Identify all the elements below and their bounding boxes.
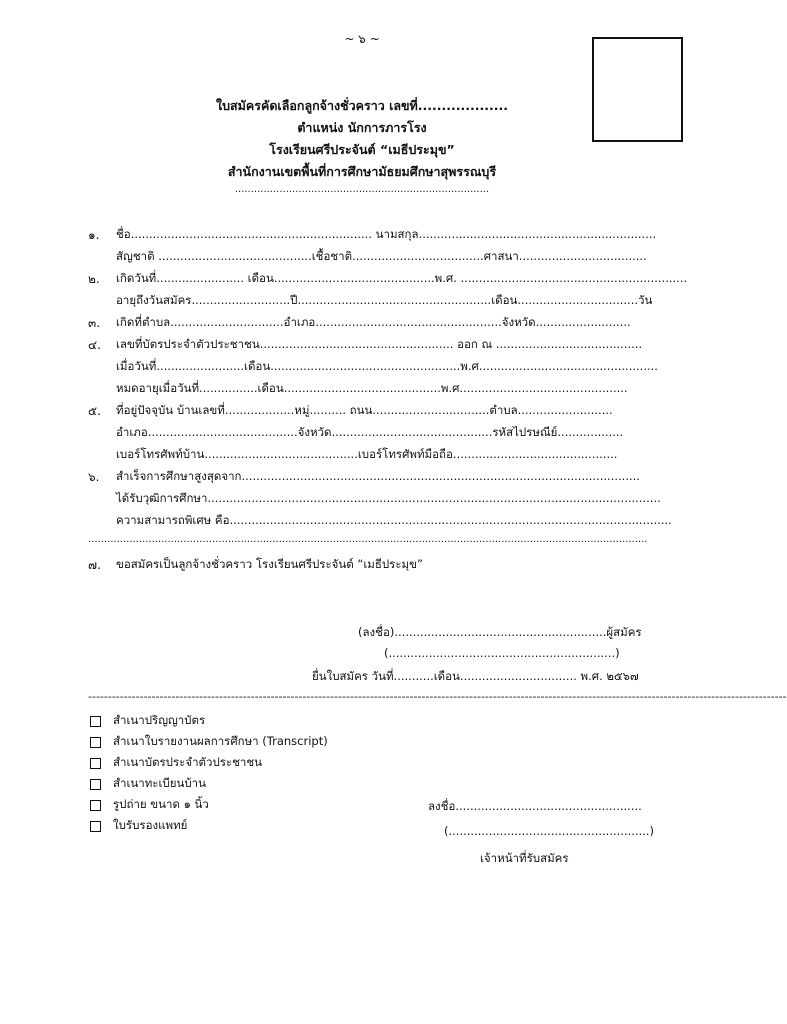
checkbox[interactable]	[90, 779, 101, 790]
birthplace-field[interactable]: เกิดที่ตำบล...............................อำเภอ...................................................จังหวัด..........................	[116, 315, 631, 329]
item-number-4: ๔.	[88, 338, 101, 352]
checklist-label: สำเนาใบรายงานผลการศึกษา (Transcript)	[113, 734, 328, 748]
checkbox[interactable]	[90, 758, 101, 769]
degree-field[interactable]: ได้รับวุฒิการศึกษา............................................................................................................................	[116, 491, 661, 505]
checkbox[interactable]	[90, 800, 101, 811]
checklist-label: สำเนาทะเบียนบ้าน	[113, 776, 206, 790]
id-issue-date-field[interactable]: เมื่อวันที่........................เดือน....................................................พ.ศ.................................................	[116, 359, 658, 373]
id-expiry-field[interactable]: หมดอายุเมื่อวันที่................เดือน...........................................พ.ศ..............................................	[116, 381, 628, 395]
checkbox[interactable]	[90, 821, 101, 832]
officer-name-line[interactable]: (.......................................................)	[444, 824, 655, 838]
checklist-label: ใบรับรองแพทย์	[113, 818, 188, 832]
checklist-item[interactable]	[90, 796, 209, 814]
application-statement: ขอสมัครเป็นลูกจ้างชั่วคราว โรงเรียนศรีประจันต์ “เมธีประมุข”	[116, 557, 423, 571]
special-skill-field[interactable]: ความสามารถพิเศษ คือ.........................................................................................................................	[116, 513, 672, 527]
item-number-7: ๗.	[88, 558, 101, 572]
birth-date-field[interactable]: เกิดวันที่........................ เดือน............................................พ.ศ. ..............................................................	[116, 271, 688, 285]
item-number-1: ๑.	[88, 228, 100, 242]
item-number-3: ๓.	[88, 316, 101, 330]
item-number-6: ๖.	[88, 470, 100, 484]
checklist-item[interactable]	[90, 712, 205, 730]
district-field[interactable]: อำเภอ.........................................จังหวัด............................................รหัสไปรษณีย์..................	[116, 425, 624, 439]
checklist-label: รูปถ่าย ขนาด ๑ นิ้ว	[113, 797, 209, 811]
school-title: โรงเรียนศรีประจันต์ “เมธีประมุข”	[269, 142, 455, 157]
office-title: สำนักงานเขตพื้นที่การศึกษามัธยมศึกษาสุพรรณบุรี	[227, 164, 497, 179]
nationality-field[interactable]: สัญชาติ ..........................................เชื้อชาติ....................................ศาสนา...................................	[116, 249, 647, 263]
position-title: ตำแหน่ง นักการภารโรง	[297, 120, 427, 135]
applicant-signature-line[interactable]: (ลงชื่อ)..........................................................ผู้สมัคร	[358, 625, 642, 639]
checklist-label: สำเนาปริญญาบัตร	[113, 713, 206, 727]
age-field[interactable]: อายุถึงวันสมัคร...........................ปี.....................................................เดือน.................................วัน	[116, 293, 653, 307]
checkbox[interactable]	[90, 716, 101, 727]
address-field[interactable]: ที่อยู่ปัจจุบัน บ้านเลขที่...................หมู่.......... ถนน................................ตำบล..........................	[116, 403, 613, 417]
checklist-label: สำเนาบัตรประจำตัวประชาชน	[113, 755, 263, 769]
checklist-item[interactable]	[90, 754, 262, 772]
checklist-item[interactable]	[90, 817, 187, 835]
checkbox[interactable]	[90, 737, 101, 748]
checklist-item[interactable]	[90, 733, 328, 751]
title-dotted-line: ................................................................................	[234, 184, 490, 195]
phone-field[interactable]: เบอร์โทรศัพท์บ้าน..........................................เบอร์โทรศัพท์มือถือ.............................................	[116, 447, 618, 461]
item-number-2: ๒.	[88, 272, 100, 286]
name-field[interactable]: ชื่อ.................................................................. นามสกุล.................................................................	[116, 227, 657, 241]
page-number: ~ ๖ ~	[344, 32, 380, 46]
id-card-field[interactable]: เลขที่บัตรประจำตัวประชาชน..................................................... ออก ณ ........................................	[116, 337, 643, 351]
checklist-item[interactable]	[90, 775, 206, 793]
extra-dotted-line[interactable]: ................................................................................................................................................................................	[88, 534, 648, 545]
education-field[interactable]: สำเร็จการศึกษาสูงสุดจาก.............................................................................................................	[116, 469, 640, 483]
item-number-5: ๕.	[88, 404, 101, 418]
section-divider: --------------------------------------------------------------------------------------------------------------------------------------------------------------------------------	[88, 690, 787, 703]
officer-signature-line[interactable]: ลงชื่อ...................................................	[428, 799, 642, 813]
applicant-name-line[interactable]: (..............................................................)	[384, 646, 620, 660]
submission-date-line[interactable]: ยื่นใบสมัคร วันที่...........เดือน................................ พ.ศ. ๒๕๖๗	[312, 669, 639, 683]
form-title: ใบสมัครคัดเลือกลูกจ้างชั่วคราว เลขที่...................	[215, 98, 509, 113]
officer-role: เจ้าหน้าที่รับสมัคร	[480, 851, 569, 865]
